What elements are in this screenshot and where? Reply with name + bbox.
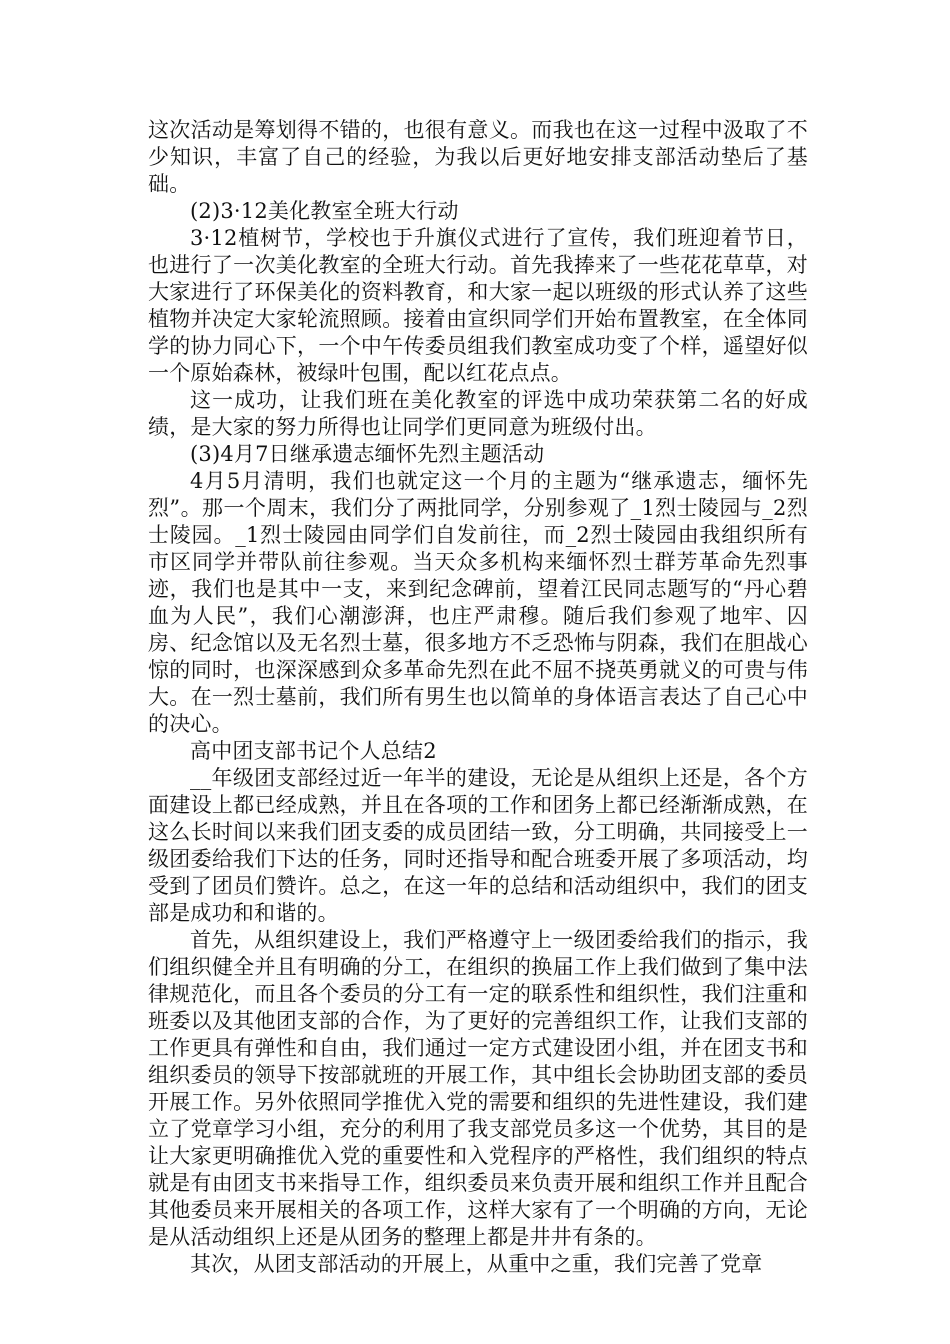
paragraph-qingming-visit: 4月5月清明，我们也就定这一个月的主题为“继承遗志，缅怀先烈”。那一个周末，我们分了两批同学，分别参观了_1烈士陵园与_2烈士陵园。_1烈士陵园由同学们自发前往，而_2烈士陵园由我组织所有市区同学并带队前往参观。当天众多机构来缅怀烈士群芳革命先烈事迹，我们也是其中一支，来到纪念碑前，望着江民同志题写的“丹心碧血为人民”，我们心潮澎湃，也庄严肃穆。随后我们参观了地牢、囚房、纪念馆以及无名烈士墓，很多地方不乏恐怖与阴森，我们在胆战心惊的同时，也深深感到众多革命先烈在此不屈不挠英勇就义的可贵与伟大。在一烈士墓前，我们所有男生也以简单的身体语言表达了自己心中的决心。 bbox=[148, 469, 808, 736]
paragraph-classroom-award: 这一成功，让我们班在美化教室的评选中成功荣获第二名的好成绩，是大家的努力所得也让同学们更同意为班级付出。 bbox=[148, 388, 808, 439]
paragraph-organization-building: 首先，从组织建设上，我们严格遵守上一级团委给我们的指示，我们组织健全并且有明确的分工，在组织的换届工作上我们做到了集中法律规范化，而且各个委员的分工有一定的联系性和组织性，我们注重和班委以及其他团支部的合作，为了更好的完善组织工作，让我们支部的工作更具有弹性和自由，我们通过一定方式建设团小组，并在团支书和组织委员的领导下按部就班的开展工作，其中组长会协助团支部的委员开展工作。另外依照同学推优入党的需要和组织的先进性建设，我们建立了党章学习小组，充分的利用了我支部党员多这一个优势，其目的是让大家更明确推优入党的重要性和入党程序的严格性，我们组织的特点就是有由团支书来指导工作，组织委员来负责开展和组织工作并且配合其他委员来开展相关的各项工作，这样大家有了一个明确的方向，无论是从活动组织上还是从团务的整理上都是井井有条的。 bbox=[148, 928, 808, 1249]
heading-summary-2: 高中团支部书记个人总结2 bbox=[190, 739, 437, 763]
paragraph-arbor-day-activity: 3·12植树节，学校也于升旗仪式进行了宣传，我们班迎着节日，也进行了一次美化教室的全班大行动。首先我捧来了一些花花草草，对大家进行了环保美化的资料教育，和大家一起以班级的形式认养了这些植物并决定大家轮流照顾。接着由宣织同学们开始布置教室，在全体同学的协力同心下，一个中午传委员组我们教室成功变了个样，遥望好似一个原始森林，被绿叶包围，配以红花点点。 bbox=[148, 226, 808, 385]
paragraph-activity-reflection: 这次活动是筹划得不错的，也很有意义。而我也在这一过程中汲取了不少知识，丰富了自己的经验，为我以后更好地安排支部活动垫后了基础。 bbox=[148, 118, 808, 196]
heading-classroom-beautification: (2)3·12美化教室全班大行动 bbox=[190, 199, 459, 223]
document-body bbox=[148, 117, 808, 1278]
heading-martyrs-memorial-activity: (3)4月7日继承遗志缅怀先烈主题活动 bbox=[190, 442, 545, 466]
paragraph-branch-activities: 其次，从团支部活动的开展上，从重中之重，我们完善了党章 bbox=[190, 1252, 763, 1276]
paragraph-branch-overview: __年级团支部经过近一年半的建设，无论是从组织上还是，各个方面建设上都已经成熟，并且在各项的工作和团务上都已经渐渐成熟，在这么长时间以来我们团支委的成员团结一致，分工明确，共同接受上一级团委给我们下达的任务，同时还指导和配合班委开展了多项活动，均受到了团员们赞许。总之，在这一年的总结和活动组织中，我们的团支部是成功和和谐的。 bbox=[148, 766, 808, 925]
